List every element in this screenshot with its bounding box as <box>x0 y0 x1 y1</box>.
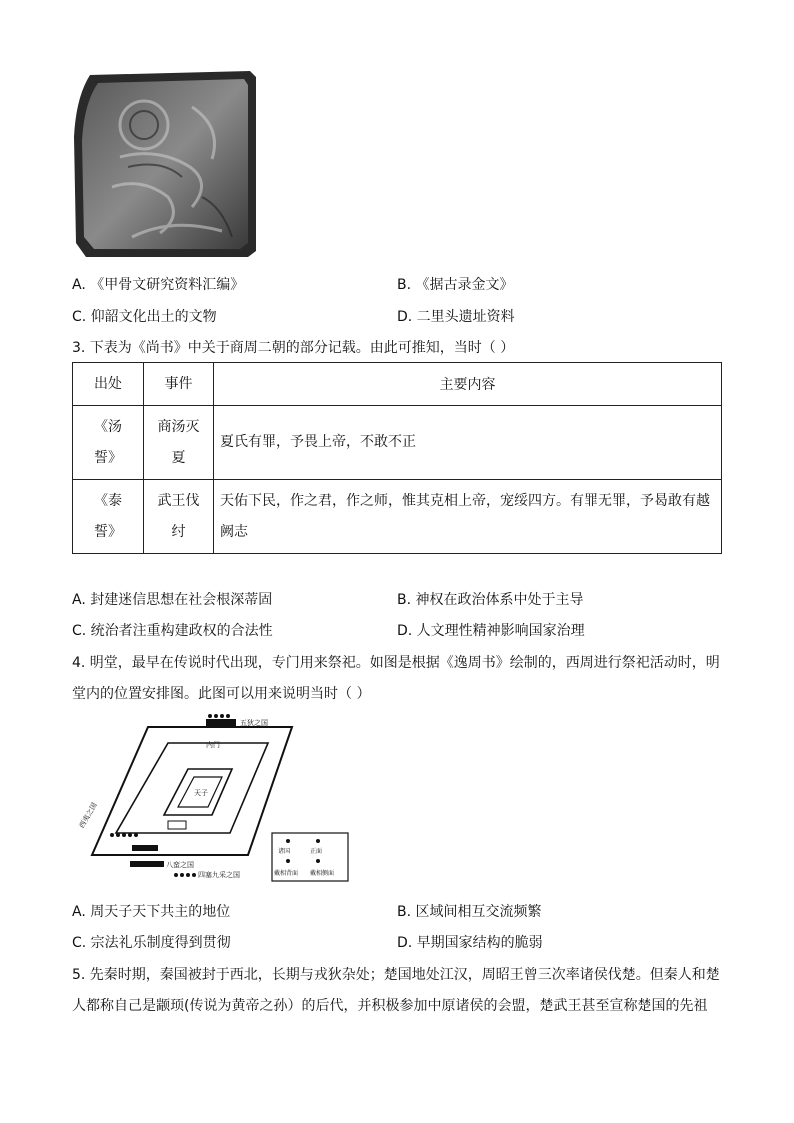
q2-option-a: A. 《甲骨文研究资料汇编》 <box>72 277 245 293</box>
q4-option-b: B. 区域间相互交流频繁 <box>397 904 542 920</box>
q2-option-b: B. 《据古录金文》 <box>397 277 514 293</box>
label-left: 西夷之国 <box>77 801 99 830</box>
q4-stem-line1: 4. 明堂，最早在传说时代出现，专门用来祭祀。如图是根据《逸周书》绘制的，西周进行祭祀活动时，明 <box>72 655 720 671</box>
q3-option-a: A. 封建迷信思想在社会根深蒂固 <box>72 592 273 608</box>
legend-label: 戴相背面 <box>274 870 299 877</box>
table-row <box>73 480 722 554</box>
q4-option-a: A. 周天子天下共主的地位 <box>72 904 231 920</box>
legend-label: 正面 <box>310 848 323 855</box>
row-event: 夏 <box>171 449 186 466</box>
legend-label: 诸国 <box>278 848 291 855</box>
label-top: 五狄之国 <box>240 719 268 727</box>
q4-option-c: C. 宗法礼乐制度得到贯彻 <box>72 935 231 951</box>
q5-line1: 5. 先秦时期，秦国被封于西北，长期与戎狄杂处；楚国地处江汉，周昭王曾三次率诸侯伐楚。但秦人和楚 <box>72 967 720 983</box>
q5-line2: 人都称自己是颛顼(传说为黄帝之孙）的后代，并积极参加中原诸侯的会盟，楚武王甚至宣称楚国的先祖 <box>72 998 708 1014</box>
q4-stem-line2: 堂内的位置安排图。此图可以用来说明当时（ ） <box>72 686 371 702</box>
q3-option-b: B. 神权在政治体系中处于主导 <box>397 592 584 608</box>
row-event: 纣 <box>171 523 186 540</box>
row-source: 誓》 <box>94 449 122 466</box>
row-event: 武王伐 <box>157 492 200 509</box>
q2-option-c: C. 仰韶文化出土的文物 <box>72 309 217 325</box>
label-bottom: 八蛮之国 <box>166 861 194 869</box>
row-content: 夏氏有罪，予畏上帝，不敢不正 <box>220 434 416 450</box>
q4-option-d: D. 早期国家结构的脆弱 <box>397 935 543 951</box>
row-content: 天佑下民，作之君，作之师，惟其克相上帝，宠绥四方。有罪无罪，予曷敢有越 <box>220 492 710 509</box>
q3-table <box>72 362 722 554</box>
label-bottom2: 四塞九采之国 <box>198 871 240 879</box>
row-event: 商汤灭 <box>157 418 200 435</box>
q3-stem: 3. 下表为《尚书》中关于商周二朝的部分记载。由此可推知，当时（ ） <box>72 340 515 356</box>
row-source: 誓》 <box>94 523 122 540</box>
header-event: 事件 <box>144 363 214 406</box>
q3-option-c: C. 统治者注重构建政权的合法性 <box>72 623 273 639</box>
label-inner: 内门 <box>206 741 220 749</box>
table-row <box>73 406 722 480</box>
label-center: 天子 <box>194 789 208 797</box>
row-source: 《汤 <box>94 418 122 435</box>
artifact-photo <box>72 67 256 259</box>
q2-option-d: D. 二里头遗址资料 <box>397 309 515 325</box>
q3-option-d: D. 人文理性精神影响国家治理 <box>397 623 585 639</box>
row-content: 阙志 <box>220 523 248 540</box>
table-header-row <box>73 363 722 406</box>
header-source: 出处 <box>73 363 144 406</box>
legend-label: 戴相侧面 <box>310 870 335 877</box>
row-source: 《泰 <box>94 492 122 509</box>
header-content: 主要内容 <box>214 363 722 406</box>
mingtang-diagram <box>72 713 352 885</box>
